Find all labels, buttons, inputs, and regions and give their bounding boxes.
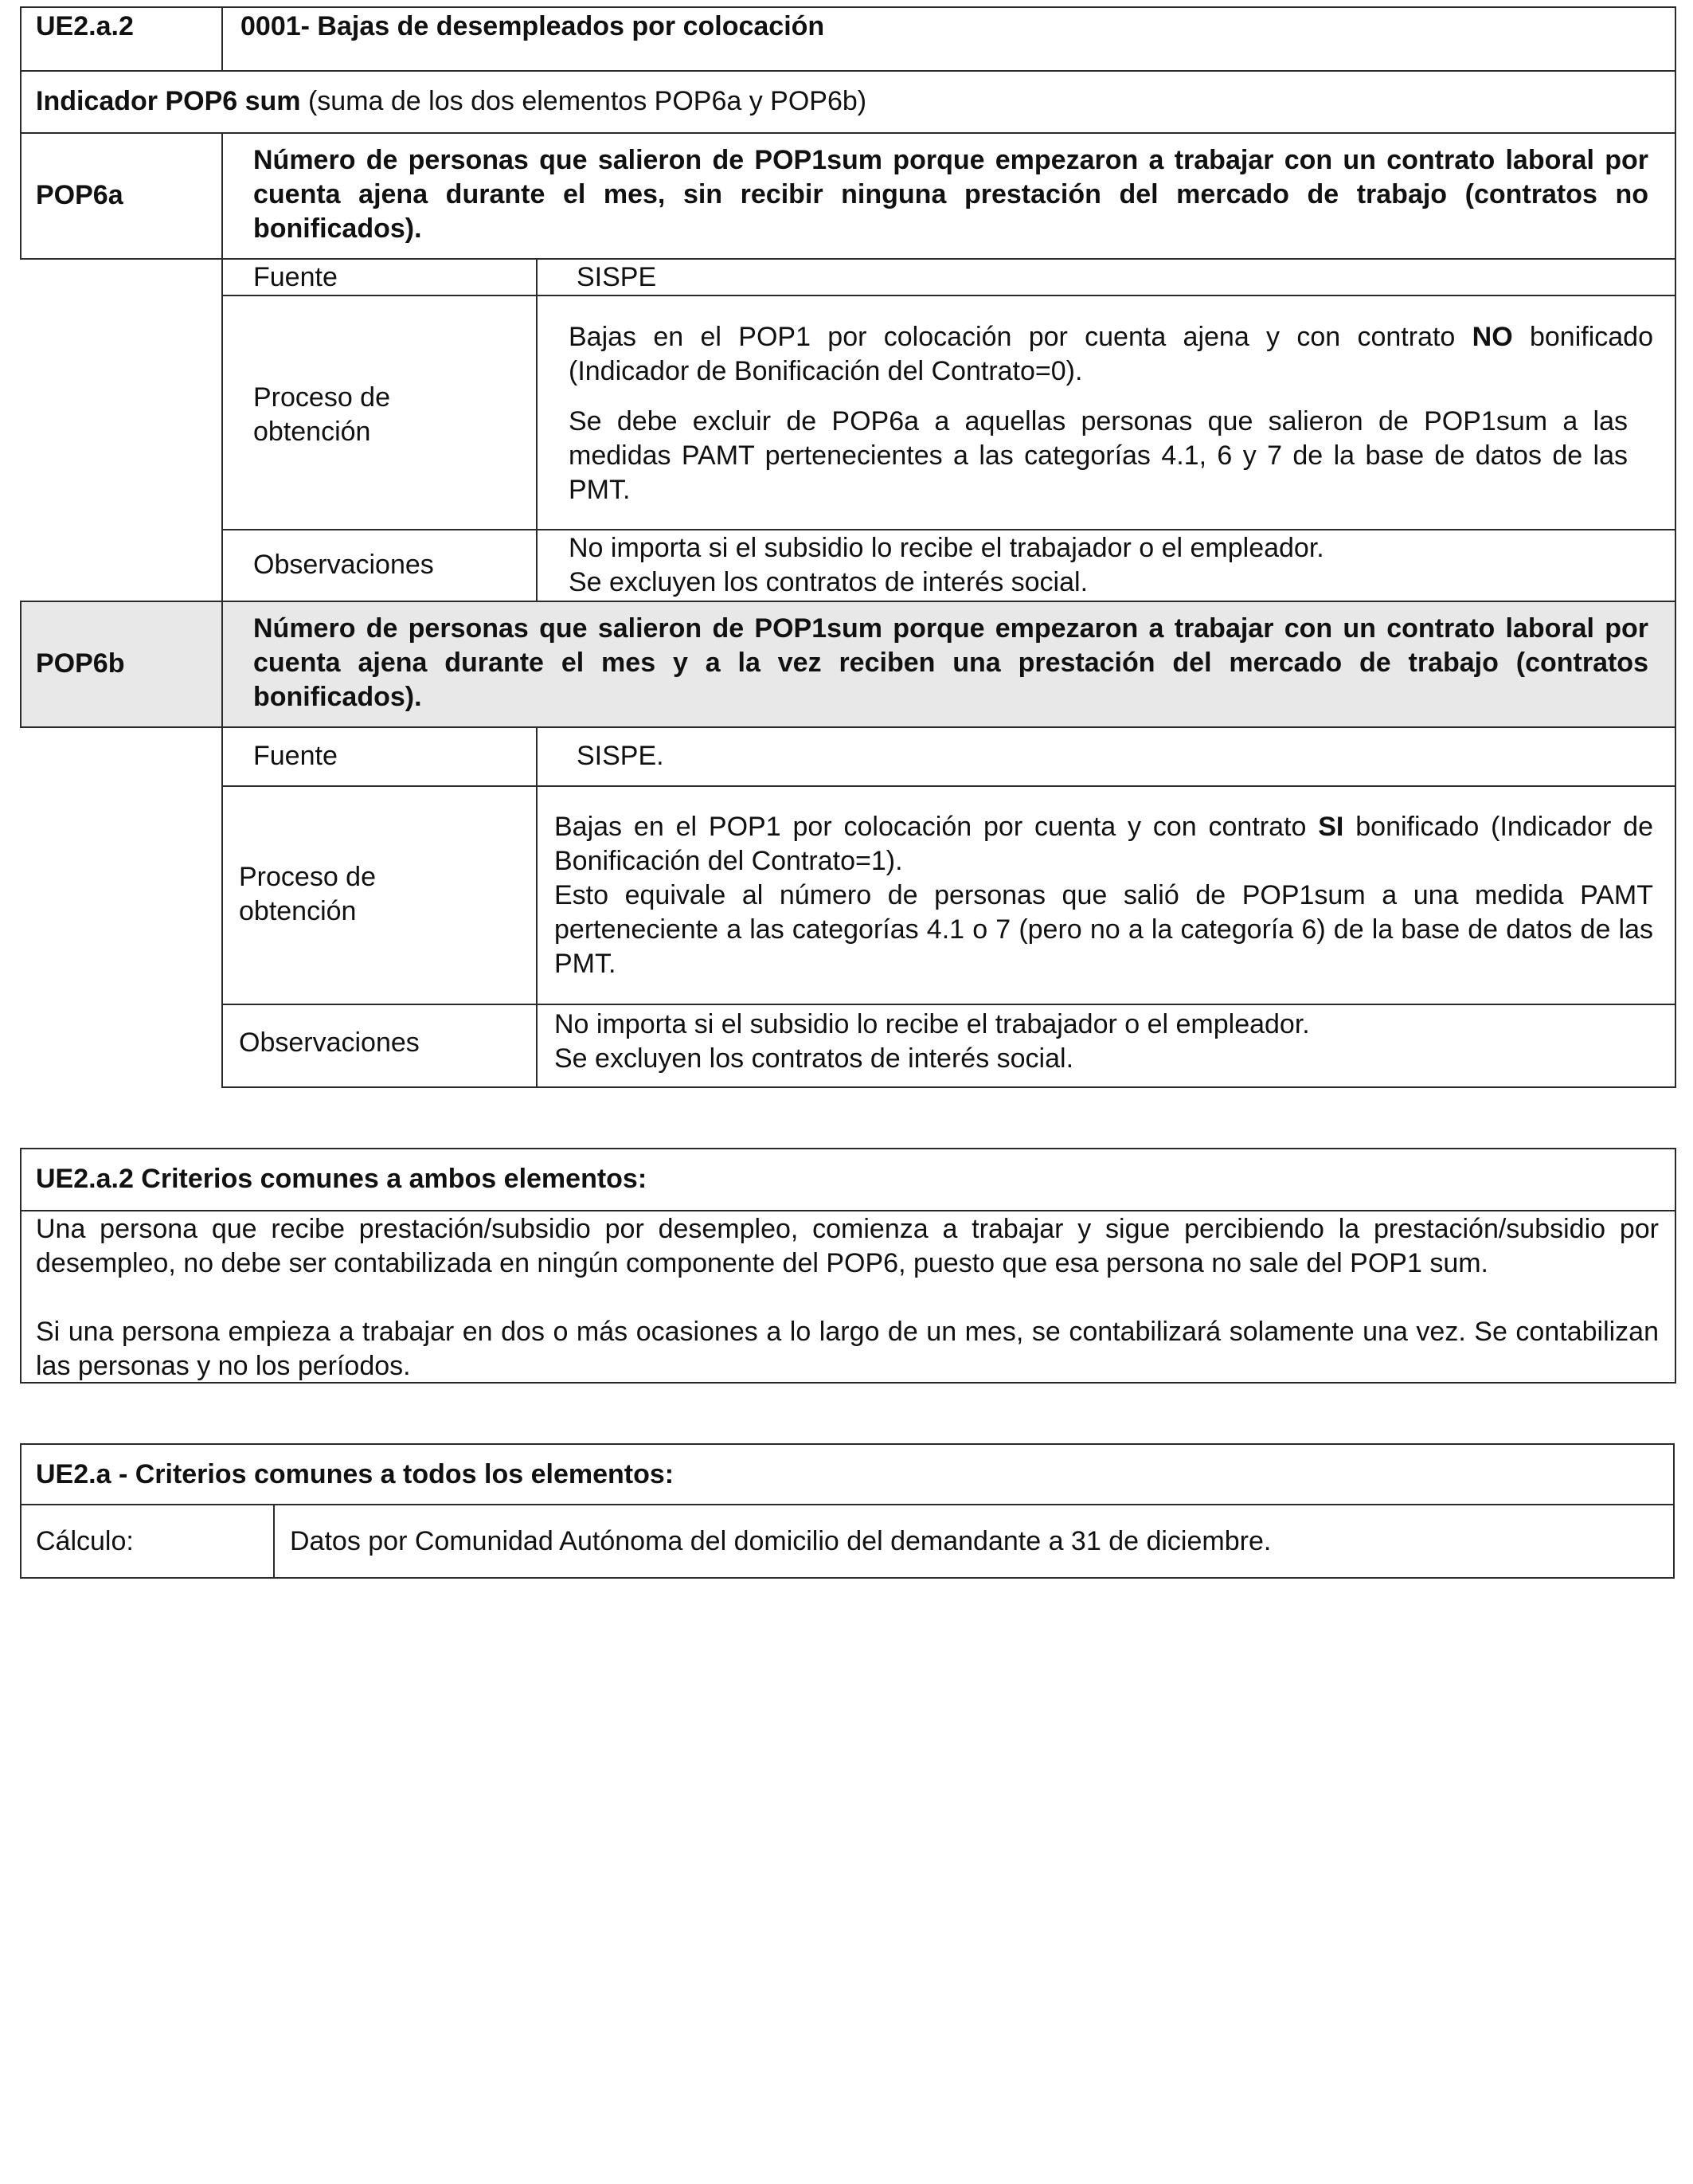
pop6b-rule-2 [221,1004,1676,1005]
pop6a-proceso-p2: Se debe excluir de POP6a a aquellas personas que salieron de POP1sum a las medidas PAMT pertenecientes a las categorías 4.1, 6 y 7 de la base de datos de las PMT. [569,406,1628,505]
header-title: 0001- Bajas de desempleados por colocación [240,11,825,41]
pop6a-proceso-p1: Bajas en el POP1 por colocación por cuenta ajena y con contrato NO bonificado (Indicador de Bonificación del Contrato=0). [569,322,1653,386]
pop6a-divider [221,132,223,260]
pop6a-rule-2 [221,529,1676,530]
pop6b-proceso-label: Proceso de obtención [239,862,376,926]
indicator-name: Indicador POP6 sum [36,86,301,116]
pop6a-observaciones-label: Observaciones [253,550,434,580]
calculo-value: Datos por Comunidad Autónoma del domicilio del demandante a 31 de diciembre. [290,1526,1272,1556]
pop6b-fuente-value: SISPE. [577,741,664,771]
pop6a-proceso-label: Proceso de obtención [253,382,390,447]
pop6b-proceso-p1: Bajas en el POP1 por colocación por cuenta y con contrato SI bonificado (Indicador de Bonificación del Contrato=1). [554,812,1653,876]
criterios-todos-rule [20,1504,1675,1505]
pop6b-observaciones-l1: No importa si el subsidio lo recibe el trabajador o el empleador. [554,1009,1310,1039]
pop6b-description: Número de personas que salieron de POP1sum porque empezaron a trabajar con un contrato laboral por cuenta ajena durante el mes y a la vez reciben una prestación del mercado de trabajo (contratos bonificados). [253,613,1648,712]
pop6a-fuente-value: SISPE [577,262,657,292]
criterios-ambos-p2: Si una persona empieza a trabajar en dos o más ocasiones a lo largo de un mes, se contabilizará solamente una vez. Se contabilizan las personas y no los períodos. [36,1317,1659,1381]
pop6a-observaciones-l1: No importa si el subsidio lo recibe el trabajador o el empleador. [569,533,1324,563]
criterios-ambos-p1: Una persona que recibe prestación/subsidio por desempleo, comienza a trabajar y sigue percibiendo la prestación/subsidio por desempleo, no debe ser contabilizada en ningún componente del POP6, puesto que esa persona no sale del POP1 sum. [36,1214,1659,1278]
criterios-todos-divider [273,1504,275,1579]
pop6a-fuente-label: Fuente [253,262,338,292]
pop6a-description: Número de personas que salieron de POP1sum porque empezaron a trabajar con un contrato laboral por cuenta ajena durante el mes, sin recibir ninguna prestación del mercado de trabajo (contratos no bonificados). [253,145,1648,244]
pop6b-sub-divider [536,726,538,1088]
pop6b-proceso-p2: Esto equivale al número de personas que salió de POP1sum a una medida PAMT perteneciente a las categorías 4.1 o 7 (pero no a la categoría 6) de la base de datos de las PMT. [554,880,1653,979]
calculo-label: Cálculo: [36,1526,134,1556]
criterios-ambos-title: UE2.a.2 Criterios comunes a ambos elementos: [36,1164,647,1194]
pop6b-observaciones-l2: Se excluyen los contratos de interés social. [554,1043,1074,1074]
pop6b-observaciones-label: Observaciones [239,1027,420,1058]
indicator-note: (suma de los dos elementos POP6a y POP6b) [307,86,867,116]
pop6a-observaciones-l2: Se excluyen los contratos de interés social. [569,567,1089,597]
pop6b-divider [221,601,223,728]
criterios-ambos-rule [20,1210,1676,1211]
pop6b-code: POP6b [36,648,125,679]
criterios-todos-title: UE2.a - Criterios comunes a todos los elementos: [36,1459,674,1489]
pop6a-code: POP6a [36,180,123,210]
pop6b-fuente-label: Fuente [253,741,338,771]
header-divider [221,6,223,70]
pop6b-rule-1 [221,785,1676,787]
pop6a-rule-1 [221,295,1676,296]
header-code: UE2.a.2 [36,11,134,41]
pop6a-sub-divider [536,258,538,601]
indicator-line [36,84,866,119]
